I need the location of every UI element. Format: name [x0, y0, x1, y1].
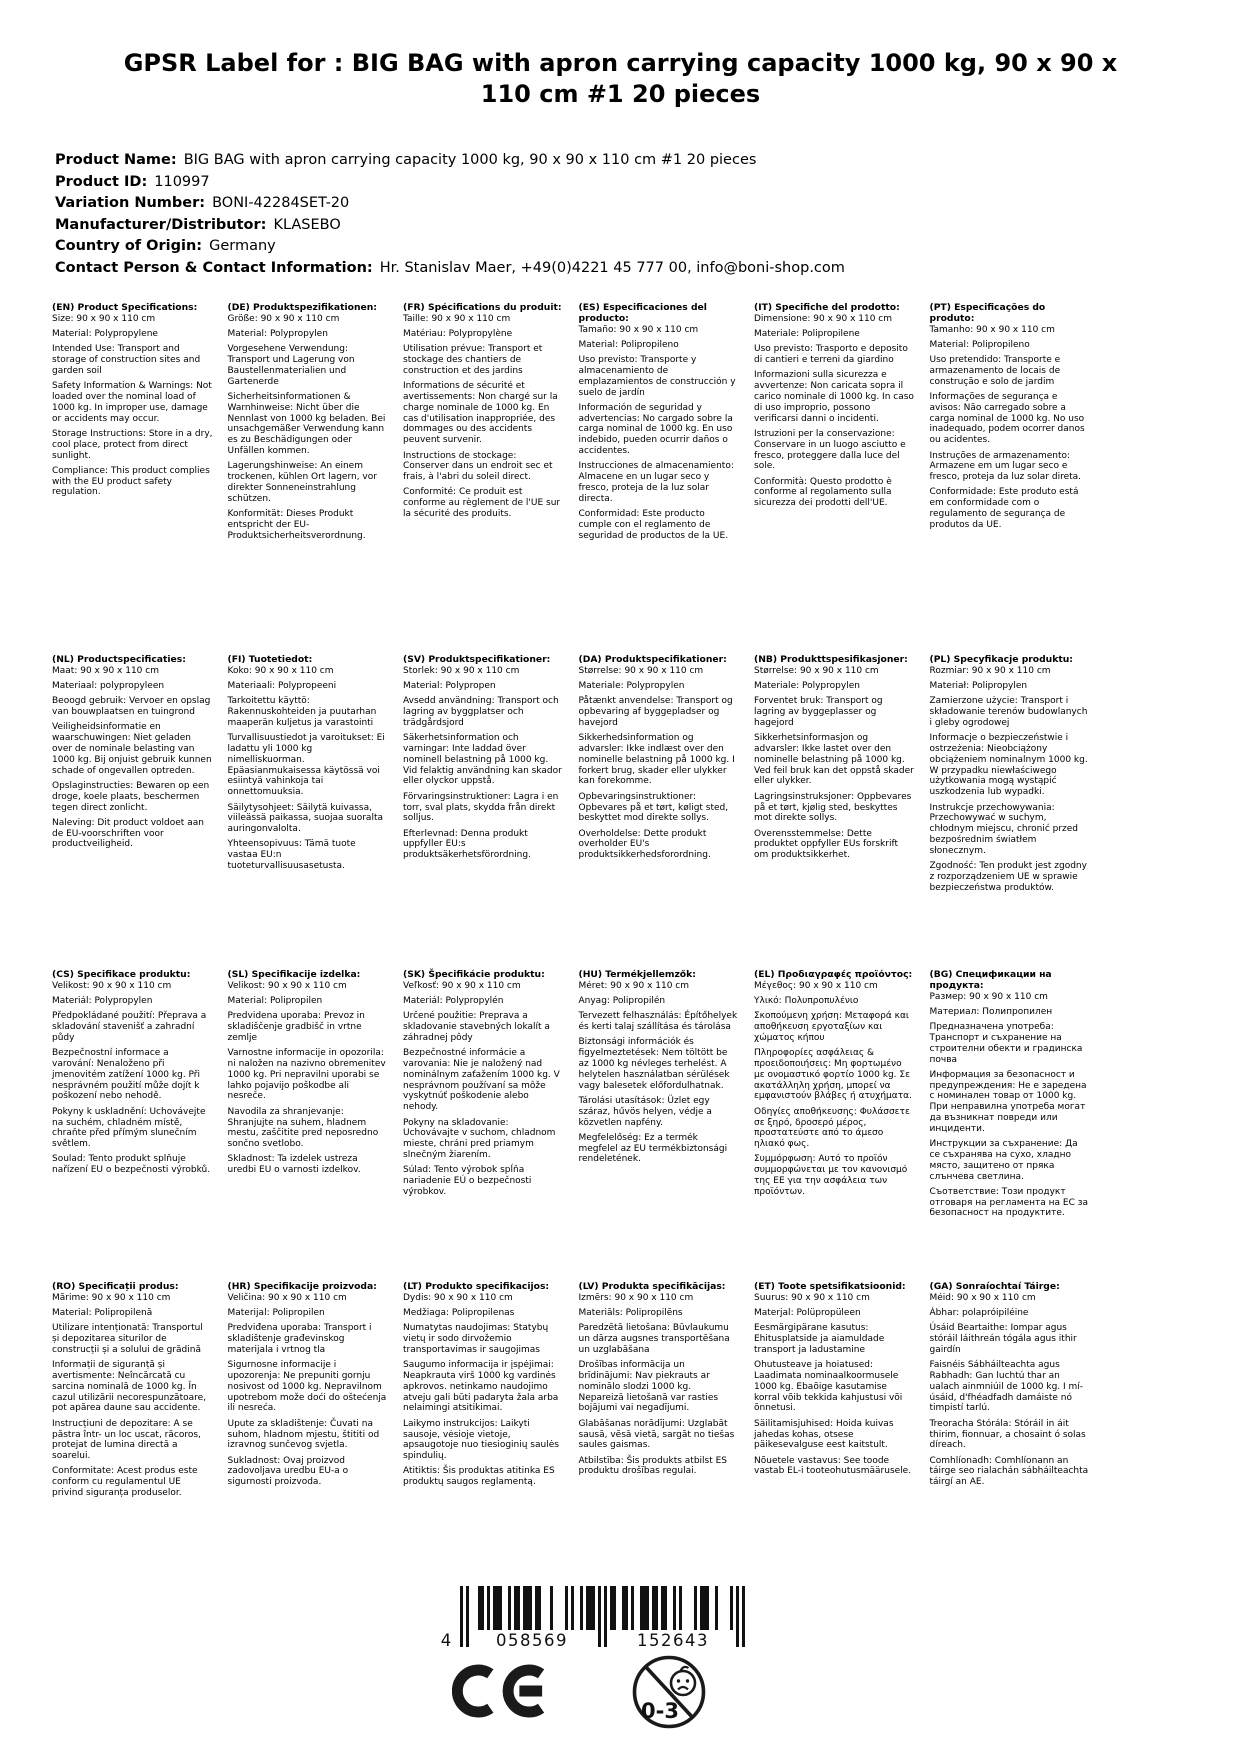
spec-paragraph: Sikkerhetsinformasjon og advarsler: Ikke lastet over den nominelle belastning på 1000 kg. Ved feil bruk kan det oppstå skader eller ulykker.	[754, 733, 914, 787]
spec-block-title: (DE) Produktspezifikationen:	[227, 302, 377, 313]
spec-paragraph: Veličina: 90 x 90 x 110 cm	[227, 1292, 347, 1303]
spec-paragraph: Suurus: 90 x 90 x 110 cm	[754, 1292, 870, 1303]
spec-paragraph: Navodila za shranjevanje: Shranjujte na suhem, hladnem mestu, zaščitite pred neposredno sončno svetlobo.	[227, 1106, 379, 1150]
spec-block-title: (FI) Tuotetiedot:	[227, 654, 313, 665]
spec-paragraph: Overensstemmelse: Dette produktet oppfyller EUs forskrift om produktsikkerhet.	[754, 828, 899, 861]
spec-paragraph: Μέγεθος: 90 x 90 x 110 cm	[754, 980, 878, 991]
spec-paragraph: Material: Polypropen	[403, 681, 496, 692]
spec-block-title: (PL) Specyfikacje produktu:	[929, 654, 1073, 665]
spec-paragraph: Biztonsági információk és figyelmeztetések: Nem töltött be az 1000 kg névleges terhelést. A helytelen használatban sérülések vagy balesetek előfordulhatnak.	[578, 1037, 730, 1091]
barcode-guard-bar	[604, 1586, 607, 1647]
spec-block-pt	[930, 303, 1106, 535]
spec-paragraph: Avsedd användning: Transport och lagring av byggplatser och trädgårdsjord	[403, 696, 559, 728]
spec-paragraph: Konformität: Dieses Produkt entspricht der EU-Produktsicherheitsverordnung.	[227, 509, 366, 541]
spec-paragraph: Koko: 90 x 90 x 110 cm	[227, 665, 334, 676]
spec-block-nb	[754, 655, 930, 866]
spec-paragraph: Skladnost: Ta izdelek ustreza uredbi EU o varnosti izdelkov.	[227, 1154, 361, 1176]
spec-paragraph: Uso previsto: Trasporto e deposito di cantieri e terreni da giardino	[754, 344, 908, 366]
spec-paragraph: Velikost: 90 x 90 x 110 cm	[52, 980, 172, 991]
spec-paragraph: Säilytysohjeet: Säilytä kuivassa, viileässä paikassa, suojaa suoralta auringonvalolta.	[227, 802, 383, 835]
barcode-bar	[679, 1586, 682, 1630]
spec-paragraph: Υλικό: Πολυπροπυλένιο	[754, 996, 859, 1007]
spec-paragraph: Opslaginstructies: Bewaren op een droge, koele plaats, beschermen tegen direct zonlicht.	[52, 780, 210, 813]
spec-paragraph: Tarkoitettu käyttö: Rakennuskohteiden ja puutarhan maaperän kuljetus ja varastointi	[227, 696, 377, 728]
spec-paragraph: Atbilstība: Šis produkts atbilst ES produktu drošības regulai.	[578, 1455, 728, 1477]
spec-paragraph: Informações de segurança e avisos: Não carregado sobre a carga nominal de 1000 kg. No uso inadequado, podem ocorrer danos ou acidentes.	[929, 392, 1085, 446]
spec-paragraph: Pokyny k uskladnění: Uchovávejte na suchém, chladném místě, chraňte před přímým slunečním světlem.	[52, 1106, 206, 1150]
spec-block-title: (BG) Спецификации на продукта:	[929, 969, 1052, 991]
barcode-bar	[565, 1586, 568, 1630]
spec-block-title: (SV) Produktspecifikationer:	[403, 654, 551, 665]
baby-eye-right	[686, 1679, 689, 1682]
spec-paragraph: Safety Information & Warnings: Not loaded over the nominal load of 1000 kg. In improper use, damage or accidents may occur.	[52, 381, 212, 424]
barcode-bar	[523, 1586, 526, 1630]
barcode-bar	[730, 1586, 733, 1630]
barcode-bar	[586, 1586, 589, 1630]
spec-paragraph: Съответствие: Този продукт отговаря на регламента на ЕС за безопасност на продуктите.	[929, 1186, 1089, 1219]
spec-block-title: (EL) Προδιαγραφές προϊόντος:	[754, 969, 913, 980]
barcode-bar	[694, 1586, 697, 1630]
spec-paragraph: Beoogd gebruik: Vervoer en opslag van bouwplaatsen en tuingrond	[52, 696, 211, 718]
spec-paragraph: Soulad: Tento produkt splňuje nařízení EU o bezpečnosti výrobků.	[52, 1154, 211, 1176]
barcode-lead-digit: 4	[440, 1631, 452, 1650]
product-info-label: Manufacturer/Distributor:	[55, 216, 267, 233]
spec-paragraph: Paredzētā lietošana: Būvlaukumu un dārza augsnes transportēšana un uzglabāšana	[578, 1323, 730, 1355]
spec-paragraph: Instructions de stockage: Conserver dans un endroit sec et frais, à l'abri du soleil direct.	[403, 450, 553, 483]
spec-block-title: (SK) Špecifikácie produktu:	[403, 969, 545, 980]
spec-paragraph: Uso previsto: Transporte y almacenamiento de emplazamientos de construcción y suelo de jardín	[578, 355, 736, 398]
spec-paragraph: Vorgesehene Verwendung: Transport und Lagerung von Baustellenmaterialien und Gartenerde	[227, 344, 355, 387]
spec-block-title: (IT) Specifiche del prodotto:	[754, 302, 900, 313]
barcode-bar	[625, 1586, 628, 1630]
spec-paragraph: Påtænkt anvendelse: Transport og opbevaring af byggepladser og havejord	[578, 696, 733, 728]
spec-paragraph: Určené použitie: Preprava a skladovanie stavebných lokalít a záhradnej pôdy	[403, 1011, 550, 1043]
barcode-bar	[526, 1586, 529, 1630]
spec-paragraph: Säkerhetsinformation och varningar: Inte laddad över nominell belastning på 1000 kg. Vid felaktig användning kan skador eller olyckor uppstå.	[403, 733, 562, 787]
spec-block-title: (HU) Termékjellemzők:	[578, 969, 696, 980]
spec-paragraph: Material: Polipropilenă	[52, 1308, 153, 1319]
product-info-value: Germany	[209, 238, 276, 254]
spec-paragraph: Nõuetele vastavus: See toode vastab EL-i tooteohutusmäärusele.	[754, 1455, 912, 1477]
spec-block-da	[579, 655, 755, 866]
spec-paragraph: Materiale: Polypropylen	[754, 681, 860, 692]
spec-paragraph: Tamaño: 90 x 90 x 110 cm	[578, 324, 699, 335]
spec-paragraph: Informacje o bezpieczeństwie i ostrzeżenia: Nieobciążony obciążeniem nominalnym 1000 kg. W przypadku niewłaściwego użytkowania mogą wystąpić uszkodzenia lub wypadki.	[929, 733, 1088, 798]
spec-paragraph: Faisnéis Sábháilteachta agus Rabhadh: Gan luchtú thar an ualach ainmniúil de 1000 kg. I mí-úsáid, d'fhéadfadh damáiste nó timpistí tarlú.	[929, 1360, 1084, 1414]
barcode-right-digits: 152643	[637, 1631, 709, 1650]
spec-block-lv	[579, 1282, 755, 1482]
spec-paragraph: Informații de siguranță și avertismente: Neîncărcată cu sarcina nominală de 1000 kg. În cazul utilizării necorespunzătoare, pot apărea daune sau accidente.	[52, 1360, 207, 1414]
barcode-guard-bar	[598, 1586, 601, 1647]
product-info-value: Hr. Stanislav Maer, +49(0)4221 45 777 00, info@boni-shop.com	[379, 259, 845, 276]
product-info-line	[55, 172, 845, 194]
spec-paragraph: Forventet bruk: Transport og lagring av byggeplasser og hagejord	[754, 696, 883, 728]
barcode-bar	[580, 1586, 583, 1630]
spec-paragraph: Izmērs: 90 x 90 x 110 cm	[578, 1292, 694, 1303]
spec-paragraph: Maat: 90 x 90 x 110 cm	[52, 665, 159, 676]
baby-frown	[678, 1687, 688, 1690]
product-info	[55, 150, 845, 279]
barcode-bar	[610, 1586, 613, 1630]
spec-paragraph: Zgodność: Ten produkt jest zgodny z rozporządzeniem UE w sprawie bezpieczeństwa produktów.	[929, 861, 1087, 893]
spec-paragraph: Compliance: This product complies with the EU product safety regulation.	[52, 465, 210, 498]
spec-paragraph: Méret: 90 x 90 x 110 cm	[578, 980, 690, 991]
spec-paragraph: Materiał: Polipropylen	[929, 681, 1028, 692]
spec-block-sl	[228, 970, 404, 1181]
barcode-bar	[703, 1586, 706, 1630]
spec-paragraph: Größe: 90 x 90 x 110 cm	[227, 313, 340, 324]
spec-block-pl	[930, 655, 1106, 898]
spec-block-title: (ET) Toote spetsifikatsioonid:	[754, 1281, 906, 1292]
spec-paragraph: Instrukcje przechowywania: Przechowywać w suchym, chłodnym miejscu, chronić przed bezpośrednim światłem słonecznym.	[929, 802, 1079, 856]
barcode-bar	[700, 1586, 703, 1630]
barcode-bar	[706, 1586, 709, 1630]
barcode-bar	[493, 1586, 496, 1630]
age-range-label: 0-3	[641, 1699, 679, 1723]
barcode-bar	[550, 1586, 553, 1630]
spec-paragraph: Størrelse: 90 x 90 x 110 cm	[754, 665, 879, 676]
barcode-bar	[508, 1586, 511, 1630]
spec-block-it	[754, 303, 930, 514]
spec-paragraph: Medžiaga: Polipropilenas	[403, 1308, 515, 1319]
spec-paragraph: Material: Polipropileno	[578, 339, 679, 350]
spec-paragraph: Taille: 90 x 90 x 110 cm	[403, 313, 511, 324]
barcode-bar	[517, 1586, 520, 1630]
spec-paragraph: Turvallisuustiedot ja varoitukset: Ei ladattu yli 1000 kg nimelliskuorman. Epäasianmukaisessa käytössä voi esiintyä vahinkoja tai onnettomuuksia.	[227, 733, 385, 798]
baby-eye-left	[677, 1679, 680, 1682]
barcode-bar	[514, 1586, 517, 1630]
barcode-bar	[529, 1586, 532, 1630]
spec-paragraph: Matériau: Polypropylène	[403, 329, 513, 340]
spec-block-title: (HR) Specifikacije proizvoda:	[227, 1281, 377, 1292]
spec-paragraph: Ábhar: polapróipiléine	[929, 1308, 1029, 1319]
spec-paragraph: Treoracha Stórála: Stóráil in áit thirim, fionnuar, a chosaint ó solas díreach.	[929, 1418, 1086, 1451]
spec-paragraph: Intended Use: Transport and storage of construction sites and garden soil	[52, 344, 201, 376]
spec-paragraph: Velikost: 90 x 90 x 110 cm	[227, 980, 347, 991]
baby-face	[671, 1671, 695, 1695]
barcode-bar	[622, 1586, 625, 1630]
barcode-bar	[478, 1586, 481, 1630]
spec-paragraph: Zamierzone użycie: Transport i składowanie terenów budowlanych i gleby ogrodowej	[929, 696, 1088, 728]
spec-paragraph: Информация за безопасност и предупреждения: Не е заредена с номинален товар от 1000 kg. При неправилна употреба могат да възникнат повреди или инциденти.	[929, 1069, 1087, 1134]
spec-paragraph: Yhteensopivuus: Tämä tuote vastaa EU:n tuoteturvallisuusasetusta.	[227, 839, 356, 872]
spec-paragraph: Laikymo instrukcijos: Laikyti sausoje, vėsioje vietoje, apsaugotoje nuo tiesioginių saulės spindulių.	[403, 1418, 559, 1462]
product-info-label: Product Name:	[55, 152, 177, 168]
spec-block-en	[52, 303, 228, 503]
spec-paragraph: Saugumo informacija ir įspėjimai: Neapkrauta virš 1000 kg vardinės apkrovos. netinkamo naudojimo atveju gali būti padaryta žala arba nelaimingi atsitikimai.	[403, 1360, 559, 1414]
spec-paragraph: Dydis: 90 x 90 x 110 cm	[403, 1292, 513, 1303]
ce-letter-c	[457, 1670, 490, 1712]
spec-block-cs	[52, 970, 228, 1181]
spec-paragraph: Comhlíonadh: Comhlíonann an táirge seo rialachán sábháilteachta táirgí an AE.	[929, 1455, 1089, 1488]
spec-block-title: (FR) Spécifications du produit:	[403, 302, 562, 313]
spec-paragraph: Naleving: Dit product voldoet aan de EU-voorschriften voor productveiligheid.	[52, 817, 204, 850]
barcode-bar	[535, 1586, 538, 1630]
spec-paragraph: Pokyny na skladovanie: Uchovávajte v suchom, chladnom mieste, chráni pred priamym slnečným žiarením.	[403, 1117, 556, 1160]
spec-block-el	[754, 970, 930, 1202]
product-info-line	[55, 236, 845, 258]
barcode-bar	[481, 1586, 484, 1630]
product-info-line	[55, 215, 845, 237]
spec-block-title: (NL) Productspecificaties:	[52, 654, 186, 665]
spec-block-nl	[52, 655, 228, 855]
spec-paragraph: Οδηγίες αποθήκευσης: Φυλάσσετε σε ξηρό, δροσερό μέρος, προστατεύστε από το άμεσο ηλιακό φως.	[754, 1106, 910, 1150]
spec-paragraph: Informazioni sulla sicurezza e avvertenze: Non caricata sopra il carico nominale di 1000 kg. In caso di uso improprio, possono verificarsi danni o incidenti.	[754, 370, 914, 424]
spec-paragraph: Materiāls: Polipropilēns	[578, 1308, 683, 1319]
spec-paragraph: Bezpečnostní informace a varování: Nenaloženo při jmenovitém zatížení 1000 kg. Při nesprávném použití může dojít k poškození nebo nehodě.	[52, 1048, 201, 1102]
spec-paragraph: Informations de sécurité et avertissements: Non chargé sur la charge nominale de 1000 kg. En cas d'utilisation inappropriée, des dommages ou des accidents peuvent survenir.	[403, 381, 558, 446]
spec-paragraph: Utilisation prévue: Transport et stockage des chantiers de construction et des jardins	[403, 344, 543, 376]
barcode-bar	[652, 1586, 655, 1630]
spec-paragraph: Tervezett felhasználás: Építőhelyek és kerti talaj szállítása és tárolása	[578, 1011, 738, 1033]
spec-paragraph: Förvaringsinstruktioner: Lagra i en torr, sval plats, skydda från direkt solljus.	[403, 791, 559, 824]
product-info-value: KLASEBO	[273, 216, 341, 233]
spec-paragraph: Conformitate: Acest produs este conform cu regulamentul UE privind siguranța produselor.	[52, 1466, 198, 1499]
spec-paragraph: Utilizare intenționată: Transportul și depozitarea siturilor de construcții și a solului de grădină	[52, 1323, 203, 1355]
spec-paragraph: Anyag: Polipropilén	[578, 996, 666, 1007]
barcode-guard-bar	[742, 1586, 745, 1647]
barcode-guard-bar	[736, 1586, 739, 1647]
spec-paragraph: Uso pretendido: Transporte e armazenamento de locais de construção e solo de jardim	[929, 355, 1061, 387]
spec-paragraph: Σκοπούμενη χρήση: Μεταφορά και αποθήκευση εργοταξίων και χώματος κήπου	[754, 1011, 909, 1043]
spec-paragraph: Instrucțiuni de depozitare: A se păstra într- un loc uscat, răcoros, protejat de lumina directă a soarelui.	[52, 1418, 201, 1462]
barcode	[430, 1586, 750, 1652]
barcode-bar	[592, 1586, 595, 1630]
spec-paragraph: Material: Polypropylene	[52, 329, 158, 340]
spec-block-title: (PT) Especificações do produto:	[929, 302, 1046, 324]
spec-paragraph: Glabāšanas norādījumi: Uzglabāt sausā, vēsā vietā, sargāt no tiešas saules gaismas.	[578, 1418, 735, 1451]
spec-block-lt	[403, 1282, 579, 1493]
barcode-bar	[499, 1586, 502, 1630]
spec-block-title: (EN) Product Specifications:	[52, 302, 198, 313]
spec-block-title: (CS) Specifikace produktu:	[52, 969, 191, 980]
barcode-bar	[589, 1586, 592, 1630]
spec-paragraph: Conformidade: Este produto está em conformidade com o regulamento de segurança de produtos da UE.	[929, 487, 1079, 530]
barcode-guard-bar	[466, 1586, 469, 1647]
spec-paragraph: Méid: 90 x 90 x 110 cm	[929, 1292, 1036, 1303]
barcode-bar	[661, 1586, 664, 1630]
spec-paragraph: Istruzioni per la conservazione: Conservare in un luogo asciutto e fresco, proteggere dalla luce del sole.	[754, 428, 906, 472]
spec-paragraph: Material: Polypropylen	[227, 329, 328, 340]
spec-paragraph: Materjal: Polüpropüleen	[754, 1308, 861, 1319]
spec-paragraph: Materiál: Polypropylén	[403, 996, 504, 1007]
spec-block-ga	[930, 1282, 1106, 1493]
spec-paragraph: Storlek: 90 x 90 x 110 cm	[403, 665, 520, 676]
spec-paragraph: Ohutusteave ja hoiatused: Laadimata nominaalkoormusele 1000 kg. Ebaõige kasutamise korral võib tekkida kahjustusi või õnnetusi.	[754, 1360, 903, 1414]
barcode-bar	[643, 1586, 646, 1630]
spec-paragraph: Sigurnosne informacije i upozorenja: Ne prepuniti gornju nosivost od 1000 kg. Nepravilnom upotrebom može doći do oštećenja ili nesreća.	[227, 1360, 387, 1414]
spec-block-hr	[228, 1282, 404, 1493]
spec-paragraph: Инструкции за съхранение: Да се съхранява на сухо, хладно място, защитено от пряка слънчева светлина.	[929, 1139, 1078, 1182]
barcode-bar	[646, 1586, 649, 1630]
barcode-bar	[487, 1586, 490, 1630]
spec-block-title: (RO) Specificații produs:	[52, 1281, 179, 1292]
spec-paragraph: Conformité: Ce produit est conforme au règlement de l'UE sur la sécurité des produits.	[403, 487, 561, 520]
spec-paragraph: Mărime: 90 x 90 x 110 cm	[52, 1292, 171, 1303]
spec-block-title: (GA) Sonraíochtaí Táirge:	[929, 1281, 1060, 1292]
spec-paragraph: Storage Instructions: Store in a dry, cool place, protect from direct sunlight.	[52, 428, 213, 461]
spec-paragraph: Size: 90 x 90 x 110 cm	[52, 313, 156, 324]
barcode-left-digits: 058569	[496, 1631, 568, 1650]
spec-paragraph: Размер: 90 x 90 x 110 cm	[929, 991, 1048, 1002]
spec-paragraph: Material: Polipropileno	[929, 339, 1030, 350]
spec-block-hu	[579, 970, 755, 1170]
spec-block-fr	[403, 303, 579, 524]
spec-block-title: (LV) Produkta specifikācijas:	[578, 1281, 726, 1292]
spec-paragraph: Megfelelőség: Ez a termék megfelel az EU termékbiztonsági rendeletének.	[578, 1132, 728, 1165]
age-warning-0-3-icon	[630, 1653, 708, 1731]
spec-paragraph: Lagerungshinweise: An einem trockenen, kühlen Ort lagern, vor direkter Sonneneinstrahlung schützen.	[227, 461, 377, 504]
spec-paragraph: Materiál: Polypropylen	[52, 996, 153, 1007]
barcode-bar	[640, 1586, 643, 1630]
spec-paragraph: Instrucciones de almacenamiento: Almacene en un lugar seco y fresco, proteja de la luz solar directa.	[578, 461, 734, 504]
spec-paragraph: Предназначена употреба: Транспорт и съхранение на строителни обекти и градинска почва	[929, 1022, 1083, 1065]
product-info-label: Product ID:	[55, 173, 148, 190]
spec-block-title: (SL) Specifikacije izdelka:	[227, 969, 361, 980]
spec-paragraph: Bezpečnostné informácie a varovania: Nie je naložený nad nominálnym zaťažením 1000 kg. V nesprávnom používaní sa môže vyskytnúť poškodenie alebo nehody.	[403, 1048, 560, 1113]
product-info-value: BIG BAG with apron carrying capacity 1000 kg, 90 x 90 x 110 cm #1 20 pieces	[183, 152, 757, 168]
ce-mark-icon	[452, 1663, 559, 1719]
spec-paragraph: Rozmiar: 90 x 90 x 110 cm	[929, 665, 1051, 676]
spec-paragraph: Efterlevnad: Denna produkt uppfyller EU:s produktsäkerhetsförordning.	[403, 828, 531, 861]
spec-block-bg	[930, 970, 1106, 1224]
spec-paragraph: Tárolási utasítások: Üzlet egy száraz, hűvös helyen, védje a közvetlen napfény.	[578, 1095, 712, 1128]
spec-paragraph: Overholdelse: Dette produkt overholder EU's produktsikkerhedsforordning.	[578, 828, 711, 861]
spec-block-et	[754, 1282, 930, 1482]
barcode-bar	[673, 1586, 676, 1630]
product-info-label: Variation Number:	[55, 195, 206, 211]
spec-paragraph: Veľkosť: 90 x 90 x 110 cm	[403, 980, 521, 991]
spec-block-de	[228, 303, 404, 546]
product-info-line	[55, 150, 845, 172]
spec-paragraph: Varnostne informacije in opozorila: ni naložen na nazivno obremenitev 1000 kg. Pri nepravilni uporabi se lahko pojavijo poškodbe ali nesreče.	[227, 1048, 386, 1102]
spec-block-title: (NB) Produkttspesifikasjoner:	[754, 654, 908, 665]
spec-block-sk	[403, 970, 579, 1202]
spec-paragraph: Материал: Полипропилен	[929, 1006, 1053, 1017]
spec-block-ro	[52, 1282, 228, 1503]
spec-paragraph: Material: Polipropilen	[227, 996, 323, 1007]
spec-paragraph: Sicherheitsinformationen & Warnhinweise: Nicht über die Nennlast von 1000 kg beladen. Bei unsachgemäßer Verwendung kann es zu Beschädigungen oder Unfällen kommen.	[227, 392, 386, 457]
spec-paragraph: Súlad: Tento výrobok spĺňa nariadenie EÚ o bezpečnosti výrobkov.	[403, 1165, 532, 1197]
spec-paragraph: Materiaal: polypropyleen	[52, 681, 165, 692]
page-title: GPSR Label for : BIG BAG with apron carrying capacity 1000 kg, 90 x 90 x 110 cm #1 20 pieces	[123, 49, 1118, 108]
product-info-label: Contact Person & Contact Information:	[55, 259, 373, 276]
spec-paragraph: Opbevaringsinstruktioner: Opbevares på et tørt, køligt sted, beskyttet mod direkte sollys.	[578, 791, 729, 824]
spec-paragraph: Størrelse: 90 x 90 x 110 cm	[578, 665, 704, 676]
barcode-bar	[538, 1586, 541, 1630]
barcode-bar	[631, 1586, 634, 1630]
barcode-guard-bar	[460, 1586, 463, 1647]
barcode-bar	[664, 1586, 667, 1630]
spec-paragraph: Úsáid Beartaithe: Iompar agus stóráil láithreán tógála agus ithir gairdín	[929, 1323, 1077, 1355]
spec-paragraph: Předpokládané použití: Přeprava a skladování stavenišť a zahradní půdy	[52, 1011, 207, 1043]
spec-paragraph: Eesmärgipärane kasutus: Ehitusplatside ja aiamuldade transport ja ladustamine	[754, 1323, 885, 1355]
spec-paragraph: Tamanho: 90 x 90 x 110 cm	[929, 324, 1055, 335]
product-info-value: BONI-42284SET-20	[212, 195, 350, 211]
spec-paragraph: Conformidad: Este producto cumple con el reglamento de seguridad de productos de la UE.	[578, 509, 729, 541]
spec-paragraph: Πληροφορίες ασφάλειας & προειδοποιήσεις: Μη φορτωμένο με ονομαστικό φορτίο 1000 kg. Σε ακατάλληλη χρήση, μπορεί να εμφανιστούν βλάβες ή ατυχήματα.	[754, 1048, 912, 1102]
product-info-value: 110997	[154, 173, 210, 190]
spec-paragraph: Dimensione: 90 x 90 x 110 cm	[754, 313, 893, 324]
barcode-bar	[496, 1586, 499, 1630]
spec-paragraph: Materijal: Polipropilen	[227, 1308, 325, 1319]
barcode-bar	[715, 1586, 718, 1630]
spec-block-es	[579, 303, 755, 546]
spec-paragraph: Lagringsinstruksjoner: Oppbevares på et tørt, kjølig sted, beskyttes mot direkte sollys.	[754, 791, 912, 824]
spec-paragraph: Atitiktis: Šis produktas atitinka ES produktų saugos reglamentą.	[403, 1466, 555, 1488]
barcode-bar	[571, 1586, 574, 1630]
spec-paragraph: Numatytas naudojimas: Statybų vietų ir sodo dirvožemio transportavimas ir saugojimas	[403, 1323, 549, 1355]
spec-paragraph: Sukladnost: Ovaj proizvod zadovoljava uredbu EU-a o sigurnosti proizvoda.	[227, 1455, 349, 1488]
spec-paragraph: Συμμόρφωση: Αυτό το προϊόν συμμορφώνεται με τον κανονισμό της ΕΕ για την ασφάλεια των προϊόντων.	[754, 1154, 908, 1197]
spec-paragraph: Drošības informācija un brīdinājumi: Nav piekrauts ar nominālo slodzi 1000 kg. Nepareizā lietošanā var rasties bojājumi vai negadījumi.	[578, 1360, 719, 1414]
spec-block-title: (ES) Especificaciones del producto:	[578, 302, 707, 324]
spec-paragraph: Predvidena uporaba: Prevoz in skladiščenje gradbišč in vrtne zemlje	[227, 1011, 365, 1043]
product-info-line	[55, 193, 845, 215]
spec-paragraph: Sikkerhedsinformation og advarsler: Ikke indlæst over den nominelle belastning på 1000 kg. I forkert brug, skader eller ulykker kan forekomme.	[578, 733, 735, 787]
product-info-line	[55, 258, 845, 280]
spec-paragraph: Säilitamisjuhised: Hoida kuivas jahedas kohas, otsese päikesevalguse eest kaitstult.	[754, 1418, 894, 1451]
spec-paragraph: Upute za skladištenje: Čuvati na suhom, hladnom mjestu, štititi od izravnog sunčevog svjetla.	[227, 1418, 380, 1451]
spec-block-title: (DA) Produktspecifikationer:	[578, 654, 727, 665]
barcode-bar	[655, 1586, 658, 1630]
spec-block-fi	[228, 655, 404, 876]
spec-block-sv	[403, 655, 579, 866]
spec-paragraph: Veiligheidsinformatie en waarschuwingen: Niet geladen over de nominale belasting van 1000 kg. Bij onjuist gebruik kunnen schade of ongevallen optreden.	[52, 722, 212, 776]
barcode-bar	[613, 1586, 616, 1630]
spec-paragraph: Materiale: Polipropilene	[754, 329, 860, 340]
spec-block-title: (LT) Produkto specifikacijos:	[403, 1281, 550, 1292]
spec-paragraph: Información de seguridad y advertencias: No cargado sobre la carga nominal de 1000 kg. En uso indebido, pueden ocurrir daños o accidentes.	[578, 402, 733, 457]
spec-paragraph: Instruções de armazenamento: Armazene em um lugar seco e fresco, proteja da luz solar direta.	[929, 450, 1082, 483]
spec-paragraph: Materiale: Polypropylen	[578, 681, 685, 692]
spec-paragraph: Predviđena uporaba: Transport i skladištenje građevinskog materijala i vrtnog tla	[227, 1323, 372, 1355]
spec-grid	[52, 303, 1105, 1503]
product-info-label: Country of Origin:	[55, 238, 203, 254]
spec-paragraph: Conformità: Questo prodotto è conforme al regolamento sulla sicurezza dei prodotti dell'UE.	[754, 476, 892, 509]
spec-paragraph: Materiaali: Polypropeeni	[227, 681, 337, 692]
